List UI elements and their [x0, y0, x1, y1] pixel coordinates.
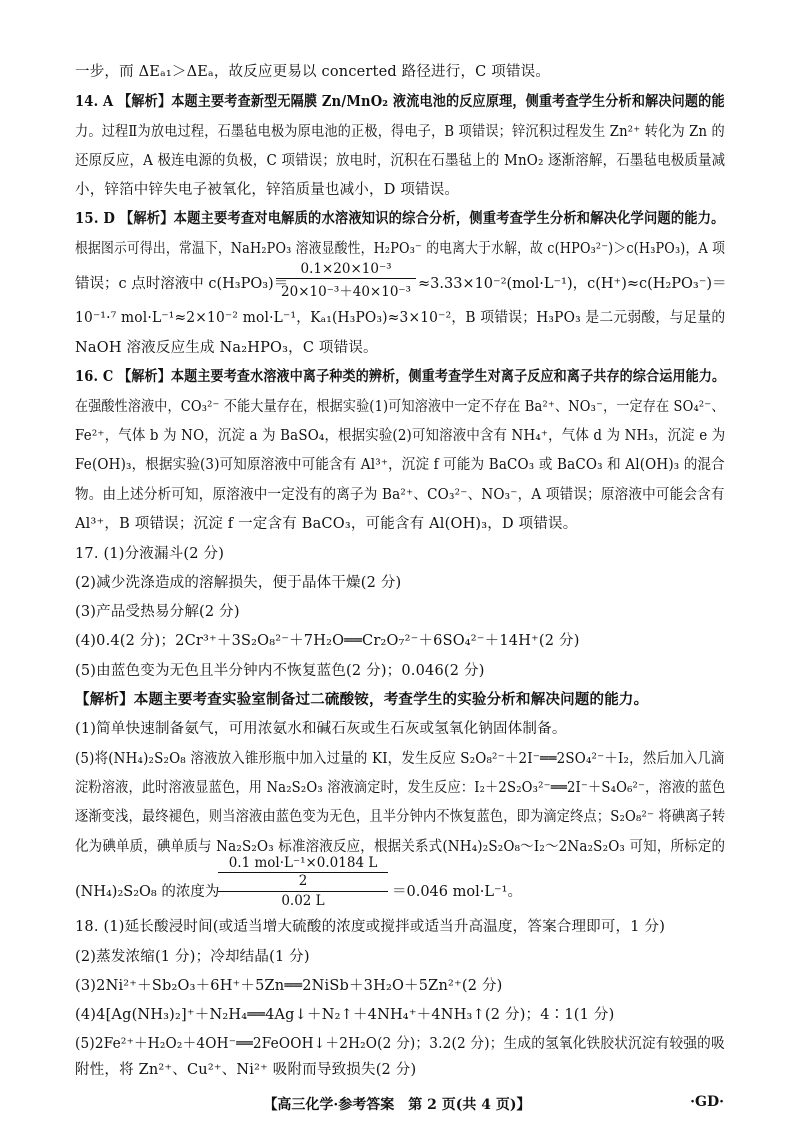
fraction-denominator: 0.02 L: [281, 893, 325, 909]
text-line: Fe(OH)₃，根据实验(3)可知原溶液中可能含有 Al³⁺，沉淀 f 可能为 BaCO₃ 或 BaCO₃ 和 Al(OH)₃ 的混合: [75, 457, 725, 473]
answer-15-heading: 15. D 【解析】本题主要考查对电解质的水溶液知识的综合分析，侧重考查学生分析和解决化学问题的能力。: [75, 210, 725, 227]
answer-18-part-4: (4)4[Ag(NH₃)₂]⁺＋N₂H₄══4Ag↓＋N₂↑＋4NH₄⁺＋4NH₃↑(2 分)；4∶1(1 分): [75, 1007, 615, 1023]
answer-18-part-5: (5)2Fe²⁺＋H₂O₂＋4OH⁻══2FeOOH↓＋2H₂O(2 分)；3.2(2 分)；生成的氢氧化铁胶状沉淀有较强的吸: [75, 1036, 725, 1052]
text-line: 10⁻¹·⁷ mol·L⁻¹≈2×10⁻² mol·L⁻¹，Kₐ₁(H₃PO₃)≈3×10⁻²，B 项错误；H₃PO₃ 是二元弱酸，与足量的: [75, 310, 726, 326]
text-line: 力。过程Ⅱ为放电过程，石墨毡电极为原电池的正极，得电子，B 项错误；锌沉积过程发生 Zn²⁺ 转化为 Zn 的: [75, 124, 725, 140]
answer-17-part-4: (4)0.4(2 分)；2Cr³⁺＋3S₂O₈²⁻＋7H₂O══Cr₂O₇²⁻＋6SO₄²⁻＋14H⁺(2 分): [75, 633, 580, 649]
text-line: 附性，将 Zn²⁺、Cu²⁺、Ni²⁺ 吸附而导致损失(2 分): [75, 1062, 417, 1078]
page-footer-title: 【高三化学·参考答案 第 2 页(共 4 页)】: [263, 1097, 531, 1113]
answer-14-heading: 14. A 【解析】本题主要考查新型无隔膜 Zn/MnO₂ 液流电池的反应原理，侧重考查学生分析和解决问题的能: [75, 93, 725, 110]
equation-17-fraction: [218, 855, 388, 909]
equation-15-fraction: [276, 261, 416, 300]
text-line: 一步，而 ΔEₐ₁＞ΔEₐ，故反应更易以 concerted 路径进行，C 项错误。: [75, 64, 551, 80]
answer-16-heading: 16. C 【解析】本题主要考查水溶液中离子种类的辨析，侧重考查学生对离子反应和离子共存的综合运用能力。: [75, 368, 726, 385]
text-line: NaOH 溶液反应生成 Na₂HPO₃，C 项错误。: [75, 340, 378, 356]
text-line: 化为碘单质，碘单质与 Na₂S₂O₃ 标准溶液反应，根据关系式(NH₄)₂S₂O₈～I₂～2Na₂S₂O₃ 可知，所标定的: [75, 839, 726, 855]
text-line: Al³⁺，B 项错误；沉淀 f 一定含有 BaCO₃，可能含有 Al(OH)₃，D 项错误。: [75, 516, 578, 532]
text-line: (1)简单快速制备氨气，可用浓氨水和碱石灰或生石灰或氢氧化钠固体制备。: [75, 721, 567, 737]
text-line: 逐渐变浅，最终褪色，则当溶液由蓝色变为无色，且半分钟内不恢复蓝色，即为滴定终点；S₂O₈²⁻ 将碘离子转: [75, 809, 726, 825]
answer-17-part-3: (3)产品受热易分解(2 分): [75, 604, 240, 620]
answer-17-part-1: 17. (1)分液漏斗(2 分): [75, 546, 225, 562]
text-line: 小，锌箔中锌失电子被氧化，锌箔质量也减小，D 项错误。: [75, 182, 460, 198]
text-line: 淀粉溶液，此时溶液显蓝色，用 Na₂S₂O₃ 溶液滴定时，发生反应：I₂＋2S₂O₃²⁻══2I⁻＋S₄O₆²⁻，溶液的蓝色: [75, 780, 726, 796]
equation-15-prefix: 错误；c 点时溶液中 c(H₃PO₃)＝: [75, 276, 289, 292]
answer-18-part-1: 18. (1)延长酸浸时间(或适当增大硫酸的浓度或搅拌或适当升高温度，答案合理即可，1 分): [75, 919, 666, 935]
text-line: 物。由上述分析可知，原溶液中一定没有的离子为 Ba²⁺、CO₃²⁻、NO₃⁻，A 项错误；原溶液中可能会含有: [75, 487, 725, 503]
fraction-numerator: 0.1×20×10⁻³: [276, 261, 416, 279]
answer-17-part-5: (5)由蓝色变为无色且半分钟内不恢复蓝色(2 分)；0.046(2 分): [75, 663, 485, 679]
text-line: Fe²⁺，气体 b 为 NO，沉淀 a 为 BaSO₄，根据实验(2)可知溶液中含有 NH₄⁺，气体 d 为 NH₃，沉淀 e 为: [75, 428, 726, 444]
text-line: (5)将(NH₄)₂S₂O₈ 溶液放入锥形瓶中加入过量的 KI，发生反应 S₂O₈²⁻＋2I⁻══2SO₄²⁻＋I₂，然后加入几滴: [75, 751, 725, 767]
text-line: 还原反应，A 极连电源的负极，C 项错误；放电时，沉积在石墨毡上的 MnO₂ 逐渐溶解，石墨毡电极质量减: [75, 153, 726, 169]
analysis-17-heading: 【解析】本题主要考查实验室制备过二硫酸铵，考查学生的实验分析和解决问题的能力。: [75, 691, 649, 708]
equation-15-suffix: ≈3.33×10⁻²(mol·L⁻¹)，c(H⁺)≈c(H₂PO₃⁻)＝: [418, 276, 727, 292]
text-line: 在强酸性溶液中，CO₃²⁻ 不能大量存在，根据实验(1)可知溶液中一定不存在 Ba²⁺、NO₃⁻，一定存在 SO₄²⁻、: [75, 399, 725, 415]
page-footer-code: ·GD·: [690, 1094, 724, 1110]
text-line: 根据图示可得出，常温下，NaH₂PO₃ 溶液显酸性，H₂PO₃⁻ 的电离大于水解，故 c(HPO₃²⁻)＞c(H₃PO₃)，A 项: [75, 241, 726, 257]
fraction-numerator-bottom: 2: [298, 873, 308, 889]
fraction-numerator-top: 0.1 mol·L⁻¹×0.0184 L: [218, 855, 388, 873]
fraction-denominator: 20×10⁻³＋40×10⁻³: [281, 284, 411, 300]
answer-18-part-2: (2)蒸发浓缩(1 分)；冷却结晶(1 分): [75, 949, 310, 965]
answer-17-part-2: (2)减少洗涤造成的溶解损失，便于晶体干燥(2 分): [75, 575, 402, 591]
equation-17-prefix: (NH₄)₂S₂O₈ 的浓度为: [75, 884, 220, 900]
equation-17-suffix: ＝0.046 mol·L⁻¹。: [392, 884, 522, 900]
answer-18-part-3: (3)2Ni²⁺＋Sb₂O₃＋6H⁺＋5Zn══2NiSb＋3H₂O＋5Zn²⁺(2 分): [75, 978, 503, 994]
